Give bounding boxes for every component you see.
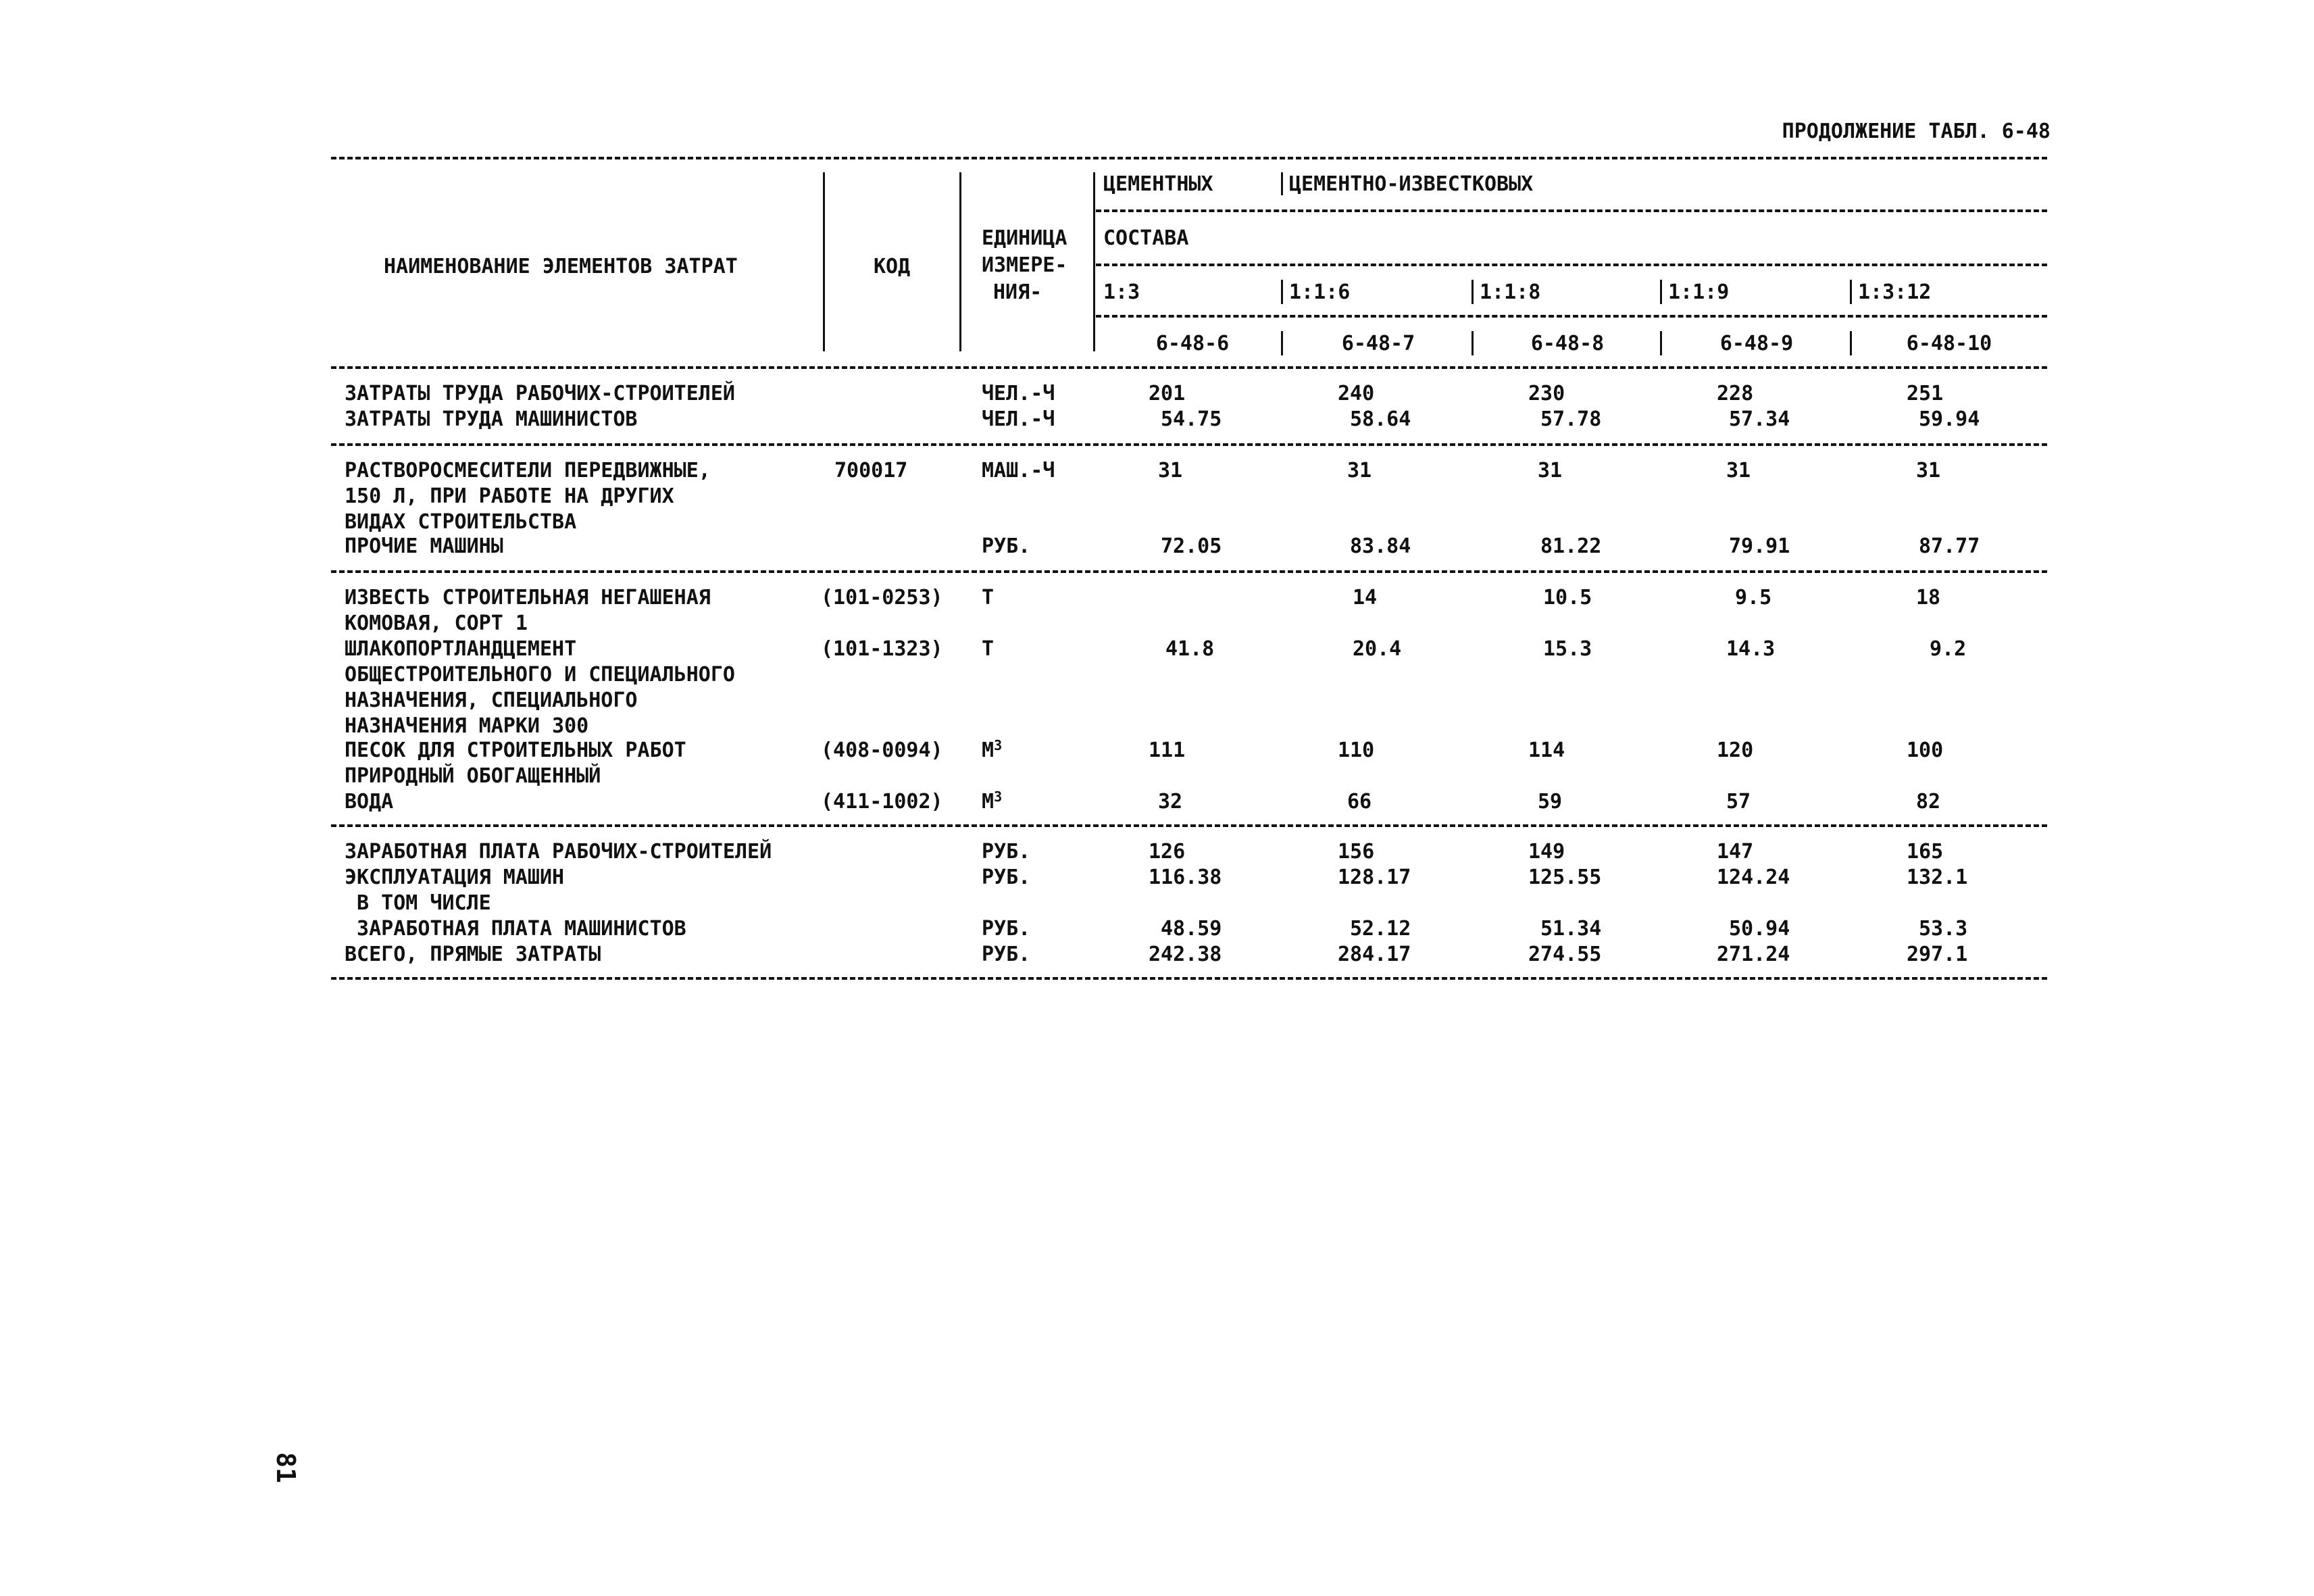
- section-rule-1: [331, 443, 2047, 446]
- row-5-v2: 20.4: [1353, 637, 1402, 661]
- row-1-v1: 54.75: [1161, 407, 1222, 431]
- row-10-v3: 51.34: [1540, 917, 1602, 941]
- header-rule-2: [1096, 264, 2047, 266]
- group-divider: [1281, 172, 1283, 195]
- row-6-v5: 100: [1907, 739, 1944, 762]
- column-header-name: НАИМЕНОВАНИЕ ЭЛЕМЕНТОВ ЗАТРАТ: [384, 255, 738, 278]
- row-5-v3: 15.3: [1543, 637, 1592, 661]
- row-8-v3: 149: [1528, 840, 1565, 864]
- section-rule-2: [331, 570, 2047, 573]
- row-5-v4: 14.3: [1726, 637, 1776, 661]
- row-2-v2: 31: [1347, 459, 1372, 482]
- code-col-4: 6-48-9: [1719, 332, 1794, 355]
- row-8-v5: 165: [1907, 840, 1944, 864]
- row-1-v2: 58.64: [1350, 407, 1411, 431]
- row-6-code: (408-0094): [821, 739, 943, 762]
- row-1-v3: 57.78: [1540, 407, 1602, 431]
- row-3-v2: 83.84: [1350, 534, 1411, 558]
- row-6-unit-base: М: [982, 739, 995, 762]
- row-4-name-2: КОМОВАЯ, СОРТ 1: [345, 612, 528, 635]
- row-10-v1: 48.59: [1161, 917, 1222, 941]
- row-11-v2: 284.17: [1338, 943, 1411, 966]
- header-rule-1: [1096, 209, 2047, 212]
- row-3-name: ПРОЧИЕ МАШИНЫ: [345, 534, 503, 558]
- row-8-name: ЗАРАБОТНАЯ ПЛАТА РАБОЧИХ-СТРОИТЕЛЕЙ: [345, 840, 772, 864]
- row-9-v5: 132.1: [1907, 866, 1968, 889]
- row-10-v4: 50.94: [1729, 917, 1790, 941]
- ratio-5: 1:3:12: [1858, 280, 1932, 304]
- row-7-v3: 59: [1538, 790, 1563, 814]
- row-6-name-2: ПРИРОДНЫЙ ОБОГАЩЕННЫЙ: [345, 764, 601, 788]
- row-10-v2: 52.12: [1350, 917, 1411, 941]
- row-4-code: (101-0253): [821, 586, 943, 609]
- column-header-unit-1: ЕДИНИЦА: [982, 226, 1067, 250]
- row-4-name-1: ИЗВЕСТЬ СТРОИТЕЛЬНАЯ НЕГАШЕНАЯ: [345, 586, 711, 609]
- row-9-name-2: В ТОМ ЧИСЛЕ: [345, 891, 491, 915]
- ratio-divider-3: [1472, 280, 1474, 304]
- row-6-unit-sup: 3: [994, 737, 1003, 753]
- header-divider-unit: [1093, 172, 1095, 351]
- group-header-cement-lime: ЦЕМЕНТНО-ИЗВЕСТКОВЫХ: [1289, 172, 1534, 196]
- row-3-v4: 79.91: [1729, 534, 1790, 558]
- ratio-4: 1:1:9: [1668, 280, 1730, 304]
- row-1-name: ЗАТРАТЫ ТРУДА МАШИНИСТОВ: [345, 407, 638, 431]
- code-divider-5: [1850, 331, 1852, 355]
- row-1-unit: ЧЕЛ.-Ч: [982, 407, 1055, 431]
- row-9-v2: 128.17: [1338, 866, 1411, 889]
- continuation-title: ПРОДОЛЖЕНИЕ ТАБЛ. 6-48: [1782, 120, 2051, 143]
- row-2-v1: 31: [1158, 459, 1183, 482]
- row-6-unit: [982, 737, 1003, 762]
- row-5-v1: 41.8: [1165, 637, 1215, 661]
- row-9-v4: 124.24: [1717, 866, 1790, 889]
- row-11-v5: 297.1: [1907, 943, 1968, 966]
- ratio-3: 1:1:8: [1480, 280, 1541, 304]
- section-rule-3: [331, 824, 2047, 827]
- row-6-v2: 110: [1338, 739, 1375, 762]
- row-6-v4: 120: [1717, 739, 1754, 762]
- row-5-code: (101-1323): [821, 637, 943, 661]
- row-11-unit: РУБ.: [982, 943, 1031, 966]
- ratio-divider-4: [1660, 280, 1662, 304]
- code-col-2: 6-48-7: [1341, 332, 1415, 355]
- row-9-v1: 116.38: [1149, 866, 1222, 889]
- code-divider-3: [1472, 331, 1474, 355]
- code-col-5: 6-48-10: [1906, 332, 1992, 355]
- row-8-v4: 147: [1717, 840, 1754, 864]
- header-rule-3: [1096, 315, 2047, 318]
- row-2-code: 700017: [834, 459, 908, 482]
- row-1-v5: 59.94: [1919, 407, 1980, 431]
- group-header-cement: ЦЕМЕНТНЫХ: [1103, 172, 1213, 196]
- row-6-v1: 111: [1149, 739, 1186, 762]
- row-9-v3: 125.55: [1528, 866, 1602, 889]
- row-2-v3: 31: [1538, 459, 1563, 482]
- header-divider-name: [823, 172, 825, 351]
- row-0-unit: ЧЕЛ.-Ч: [982, 382, 1055, 405]
- ratio-divider-2: [1281, 280, 1283, 304]
- column-header-code: КОД: [874, 255, 911, 278]
- row-5-unit: Т: [982, 637, 995, 661]
- composition-header: СОСТАВА: [1103, 226, 1189, 250]
- row-6-name-1: ПЕСОК ДЛЯ СТРОИТЕЛЬНЫХ РАБОТ: [345, 739, 686, 762]
- row-0-v2: 240: [1338, 382, 1375, 405]
- row-4-v5: 18: [1916, 586, 1941, 609]
- row-5-name-4: НАЗНАЧЕНИЯ МАРКИ 300: [345, 714, 589, 738]
- row-7-v2: 66: [1347, 790, 1372, 814]
- code-col-3: 6-48-8: [1530, 332, 1605, 355]
- row-9-name-1: ЭКСПЛУАТАЦИЯ МАШИН: [345, 866, 565, 889]
- row-10-v5: 53.3: [1919, 917, 1968, 941]
- row-0-v3: 230: [1528, 382, 1565, 405]
- row-8-unit: РУБ.: [982, 840, 1031, 864]
- row-9-unit: РУБ.: [982, 866, 1031, 889]
- row-8-v1: 126: [1149, 840, 1186, 864]
- row-7-v4: 57: [1726, 790, 1751, 814]
- row-1-v4: 57.34: [1729, 407, 1790, 431]
- row-2-v5: 31: [1916, 459, 1941, 482]
- row-2-unit: МАШ.-Ч: [982, 459, 1055, 482]
- row-5-name-2: ОБЩЕСТРОИТЕЛЬНОГО И СПЕЦИАЛЬНОГО: [345, 663, 735, 687]
- ratio-2: 1:1:6: [1289, 280, 1351, 304]
- row-6-v3: 114: [1528, 739, 1565, 762]
- page-number: 81: [270, 1452, 301, 1483]
- row-7-v1: 32: [1158, 790, 1183, 814]
- row-4-unit: Т: [982, 586, 995, 609]
- row-0-name: ЗАТРАТЫ ТРУДА РАБОЧИХ-СТРОИТЕЛЕЙ: [345, 382, 735, 405]
- code-divider-2: [1281, 331, 1283, 355]
- row-11-v3: 274.55: [1528, 943, 1602, 966]
- column-header-unit-2: ИЗМЕРЕ-: [982, 253, 1067, 277]
- table-bottom-rule: [331, 977, 2047, 980]
- row-11-name: ВСЕГО, ПРЯМЫЕ ЗАТРАТЫ: [345, 943, 601, 966]
- header-divider-code: [959, 172, 961, 351]
- row-5-v5: 9.2: [1930, 637, 1967, 661]
- row-0-v5: 251: [1907, 382, 1944, 405]
- row-7-name: ВОДА: [345, 790, 394, 814]
- row-11-v1: 242.38: [1149, 943, 1222, 966]
- code-divider-4: [1660, 331, 1662, 355]
- column-header-unit-3: НИЯ-: [993, 280, 1042, 304]
- row-2-v4: 31: [1726, 459, 1751, 482]
- header-bottom-rule: [331, 366, 2047, 369]
- row-4-v4: 9.5: [1735, 586, 1772, 609]
- row-7-code: (411-1002): [821, 790, 943, 814]
- row-7-unit-sup: 3: [994, 789, 1003, 805]
- table-top-rule: [331, 157, 2047, 159]
- row-5-name-1: ШЛАКОПОРТЛАНДЦЕМЕНТ: [345, 637, 577, 661]
- row-4-v2: 14: [1353, 586, 1378, 609]
- code-col-1: 6-48-6: [1155, 332, 1230, 355]
- row-10-unit: РУБ.: [982, 917, 1031, 941]
- row-2-name-2: 150 Л, ПРИ РАБОТЕ НА ДРУГИХ: [345, 484, 674, 508]
- row-7-unit-base: М: [982, 790, 995, 814]
- row-3-unit: РУБ.: [982, 534, 1031, 558]
- row-7-unit: [982, 789, 1003, 814]
- row-5-name-3: НАЗНАЧЕНИЯ, СПЕЦИАЛЬНОГО: [345, 689, 638, 712]
- row-0-v4: 228: [1717, 382, 1754, 405]
- row-2-name-1: РАСТВОРОСМЕСИТЕЛИ ПЕРЕДВИЖНЫЕ,: [345, 459, 711, 482]
- row-3-v1: 72.05: [1161, 534, 1222, 558]
- row-4-v3: 10.5: [1543, 586, 1592, 609]
- row-10-name: ЗАРАБОТНАЯ ПЛАТА МАШИНИСТОВ: [345, 917, 686, 941]
- row-7-v5: 82: [1916, 790, 1941, 814]
- row-2-name-3: ВИДАХ СТРОИТЕЛЬСТВА: [345, 510, 577, 534]
- row-8-v2: 156: [1338, 840, 1375, 864]
- row-3-v3: 81.22: [1540, 534, 1602, 558]
- row-11-v4: 271.24: [1717, 943, 1790, 966]
- row-3-v5: 87.77: [1919, 534, 1980, 558]
- ratio-1: 1:3: [1103, 280, 1140, 304]
- ratio-divider-5: [1850, 280, 1852, 304]
- row-0-v1: 201: [1149, 382, 1186, 405]
